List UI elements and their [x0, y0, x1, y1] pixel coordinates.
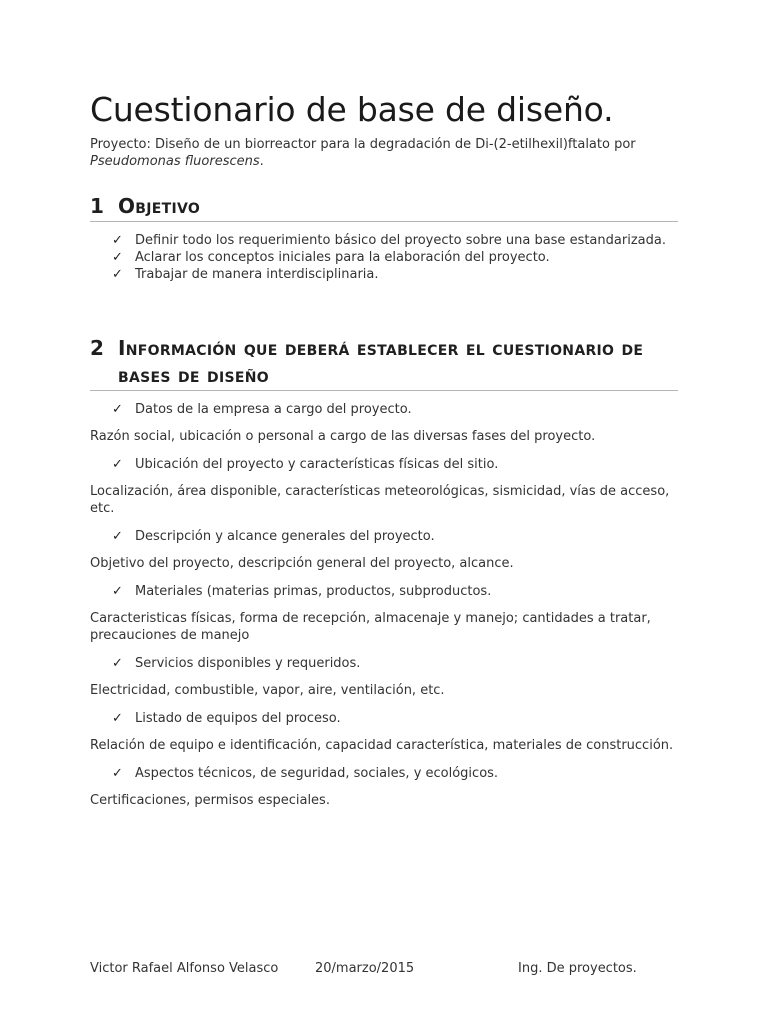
check-icon: ✓	[112, 267, 123, 282]
item-description: Razón social, ubicación o personal a cargo de las diversas fases del proyecto.	[90, 429, 596, 444]
footer-course: Ing. De proyectos.	[518, 961, 637, 976]
list-item-text: Definir todo los requerimiento básico del proyecto sobre una base estandarizada.	[135, 233, 666, 248]
check-icon: ✓	[112, 233, 123, 248]
info-item-descripcion	[90, 528, 678, 572]
item-heading: Materiales (materias primas, productos, subproductos.	[135, 584, 492, 599]
document-page	[90, 88, 678, 809]
item-description: Relación de equipo e identificación, capacidad característica, materiales de construcción.	[90, 738, 674, 753]
info-item-empresa	[90, 401, 678, 445]
project-subtitle	[90, 136, 678, 170]
section-heading-objetivo	[90, 193, 678, 222]
item-heading: Datos de la empresa a cargo del proyecto.	[135, 402, 412, 417]
check-icon: ✓	[112, 529, 123, 544]
info-check-list	[90, 401, 678, 418]
info-item-equipos	[90, 710, 678, 754]
check-icon: ✓	[112, 402, 123, 417]
list-item-text: Aclarar los conceptos iniciales para la elaboración del proyecto.	[135, 250, 550, 265]
document-title: Cuestionario de base de diseño.	[90, 90, 614, 129]
subtitle-text: Proyecto: Diseño de un biorreactor para la degradación de Di-(2-etilhexil)ftalato por	[90, 137, 636, 152]
item-heading: Listado de equipos del proceso.	[135, 711, 341, 726]
list-item	[90, 710, 678, 727]
info-check-list	[90, 583, 678, 600]
objective-list	[90, 232, 678, 283]
info-item-aspectos	[90, 765, 678, 809]
check-icon: ✓	[112, 457, 123, 472]
list-item	[90, 249, 678, 266]
item-heading: Ubicación del proyecto y características físicas del sitio.	[135, 457, 499, 472]
info-check-list	[90, 528, 678, 545]
subtitle-end: .	[259, 154, 264, 169]
section-title: Información que deberá establecer el cuestionario de bases de diseño	[118, 336, 644, 387]
list-item	[90, 583, 678, 600]
check-icon: ✓	[112, 656, 123, 671]
info-check-list	[90, 710, 678, 727]
item-heading: Descripción y alcance generales del proyecto.	[135, 529, 435, 544]
info-item-ubicacion	[90, 456, 678, 517]
info-check-list	[90, 655, 678, 672]
footer-date: 20/marzo/2015	[315, 961, 415, 976]
item-heading: Servicios disponibles y requeridos.	[135, 656, 361, 671]
list-item	[90, 401, 678, 418]
check-icon: ✓	[112, 584, 123, 599]
subtitle-organism: Pseudomonas fluorescens	[90, 154, 260, 169]
section-number: 1	[90, 194, 104, 218]
list-item	[90, 528, 678, 545]
item-description: Electricidad, combustible, vapor, aire, ventilación, etc.	[90, 683, 445, 698]
item-description: Localización, área disponible, características meteorológicas, sismicidad, vías de acceso, etc.	[90, 484, 670, 516]
list-item	[90, 266, 678, 283]
check-icon: ✓	[112, 766, 123, 781]
info-check-list	[90, 765, 678, 782]
info-check-list	[90, 456, 678, 473]
section-title: Objetivo	[118, 194, 201, 218]
section-number: 2	[90, 336, 104, 360]
info-item-materiales	[90, 583, 678, 644]
footer-author: Victor Rafael Alfonso Velasco	[90, 961, 279, 976]
section-heading-informacion	[90, 335, 678, 391]
list-item	[90, 765, 678, 782]
check-icon: ✓	[112, 711, 123, 726]
item-description: Objetivo del proyecto, descripción general del proyecto, alcance.	[90, 556, 514, 571]
list-item	[90, 456, 678, 473]
item-description: Caracteristicas físicas, forma de recepción, almacenaje y manejo; cantidades a tratar, precauciones de manejo	[90, 611, 651, 643]
list-item	[90, 232, 678, 249]
check-icon: ✓	[112, 250, 123, 265]
list-item-text: Trabajar de manera interdisciplinaria.	[135, 267, 379, 282]
info-item-servicios	[90, 655, 678, 699]
list-item	[90, 655, 678, 672]
item-heading: Aspectos técnicos, de seguridad, sociales, y ecológicos.	[135, 766, 499, 781]
item-description: Certificaciones, permisos especiales.	[90, 793, 330, 808]
